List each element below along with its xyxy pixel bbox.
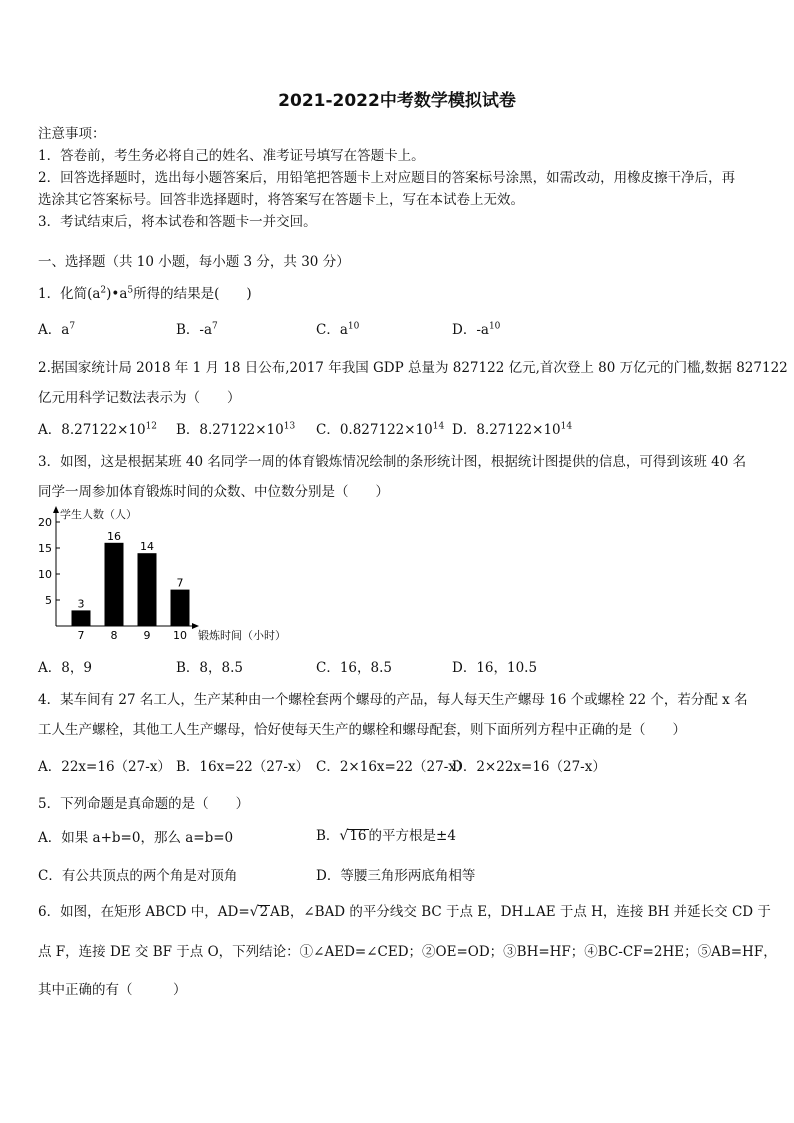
bar-chart [30,500,320,646]
notice-heading: 注意事项： [38,126,106,142]
q5-option-d[interactable]: D．等腰三角形两底角相等 [316,868,476,884]
q2-option-a[interactable]: A．$8.27122\times 10^{12}$ [38,421,158,438]
q1-exponent: 5 [127,285,134,296]
question-2-line-1: 2.据国家统计局 2018 年 1 月 18 日公布,2017 年我国 GDP 总量为 827122 亿元,首次登上 80 万亿元的门槛,数据 827122 [38,360,788,376]
question-1-stem [38,282,252,302]
notice-item-1: 1．答卷前，考生务必将自己的姓名、准考证号填写在答题卡上。 [38,148,425,164]
q1-exponent: 2 [100,285,107,296]
notice-item-3: 3．考试结束后，将本试卷和答题卡一并交回。 [38,214,317,230]
bar-10 [171,590,190,626]
sqrt-icon: √ [339,828,349,844]
notice-item-2-line-1: 2．回答选择题时，选出每小题答案后，用铅笔把答题卡上对应题目的答案标号涂黑，如需改动，用橡皮擦干净后，再 [38,170,736,186]
bar-9 [138,553,157,626]
question-6-line-3: 其中正确的有（ ） [38,982,187,998]
q2-option-c[interactable]: C．$0.827122\times 10^{14}$ [316,421,445,438]
q2-option-d[interactable]: D．$8.27122\times 10^{14}$ [452,421,573,438]
q5-option-b[interactable]: B．√16 的平方根是±4 [316,828,456,844]
x-tick-label: 7 [77,629,85,642]
question-4-line-1: 4．某车间有 27 名工人，生产某种由一个螺栓套两个螺母的产品，每人每天生产螺母 16 个或螺栓 22 个，若分配 x 名 [38,692,748,708]
q3-option-d[interactable]: D．16，10.5 [452,660,538,676]
q1-option-c[interactable]: C．$a^{10}$ [316,321,360,338]
y-axis-arrow-icon [53,506,59,513]
question-3-line-1: 3．如图，这是根据某班 40 名同学一周的体育锻炼情况绘制的条形统计图，根据统计图提供的信息，可得到该班 40 名 [38,454,747,470]
bar-value-label: 7 [176,576,184,590]
bar-value-label: 3 [77,597,85,611]
bar-value-label: 14 [140,540,154,554]
question-5-stem: 5．下列命题是真命题的是（ ） [38,796,250,812]
y-tick-label: 10 [38,568,52,581]
q5-option-a[interactable]: A．如果 a+b=0，那么 a=b=0 [38,830,234,846]
q1-option-b[interactable]: B．$-a^7$ [176,321,218,338]
y-tick-label: 5 [45,594,52,607]
question-6-line-2: 点 F，连接 DE 交 BF 于点 O，下列结论：①∠AED=∠CED；②OE=OD；③BH=HF；④BC-CF=2HE；⑤AB=HF， [38,944,777,960]
q2-option-b[interactable]: B．$8.27122\times 10^{13}$ [176,421,296,438]
x-axis-label: 锻炼时间（小时） [198,629,286,642]
question-3-line-2: 同学一周参加体育锻炼时间的众数、中位数分别是（ ） [38,484,389,500]
bar-value-label: 16 [107,529,121,543]
q1-option-a[interactable]: A．$a^7$ [38,321,76,338]
q4-option-d[interactable]: D．2×22x=16（27-x） [452,759,606,775]
q4-option-b[interactable]: B．16x=22（27-x） [176,759,310,775]
q1-stem-part: 1．化简(a [38,286,101,302]
question-6-line-1: 6．如图，在矩形 ABCD 中，AD=√2 AB，∠BAD 的平分线交 BC 于点 E，DH⊥AE 于点 H，连接 BH 并延长交 CD 于 [38,904,771,920]
q5-option-c[interactable]: C．有公共顶点的两个角是对顶角 [38,868,238,884]
q3-option-b[interactable]: B．8，8.5 [176,660,243,676]
bar-7 [72,610,91,626]
question-2-line-2: 亿元用科学记数法表示为（ ） [38,390,241,406]
x-tick-label: 8 [110,629,118,642]
bar-8 [105,543,124,626]
radicand: 2 [259,904,269,920]
x-tick-label: 9 [143,629,151,642]
sqrt-icon: √ [249,904,259,920]
q3-option-a[interactable]: A．8，9 [38,660,92,676]
q1-stem-part: )•a [106,286,128,302]
question-4-line-2: 工人生产螺栓，其他工人生产螺母，恰好使每天生产的螺栓和螺母配套，则下面所列方程中正确的是（ ） [38,722,686,738]
q4-option-c[interactable]: C．2×16x=22（27-x） [316,759,470,775]
y-axis-label: 学生人数（人） [60,508,137,521]
page-title: 2021-2022中考数学模拟试卷 [278,91,516,111]
x-tick-label: 10 [173,629,187,642]
notice-item-2-line-2: 选涂其它答案标号。回答非选择题时，将答案写在答题卡上，写在本试卷上无效。 [38,192,524,208]
section-heading: 一、选择题（共 10 小题，每小题 3 分，共 30 分） [38,254,350,270]
y-tick-label: 20 [38,516,52,529]
q3-option-c[interactable]: C．16，8.5 [316,660,392,676]
q4-option-a[interactable]: A．22x=16（27-x） [38,759,171,775]
q1-stem-part: 所得的结果是( ) [133,286,252,302]
radicand: 16 [349,828,367,844]
q1-option-d[interactable]: D．$-a^{10}$ [452,321,501,338]
y-tick-label: 15 [38,542,52,555]
